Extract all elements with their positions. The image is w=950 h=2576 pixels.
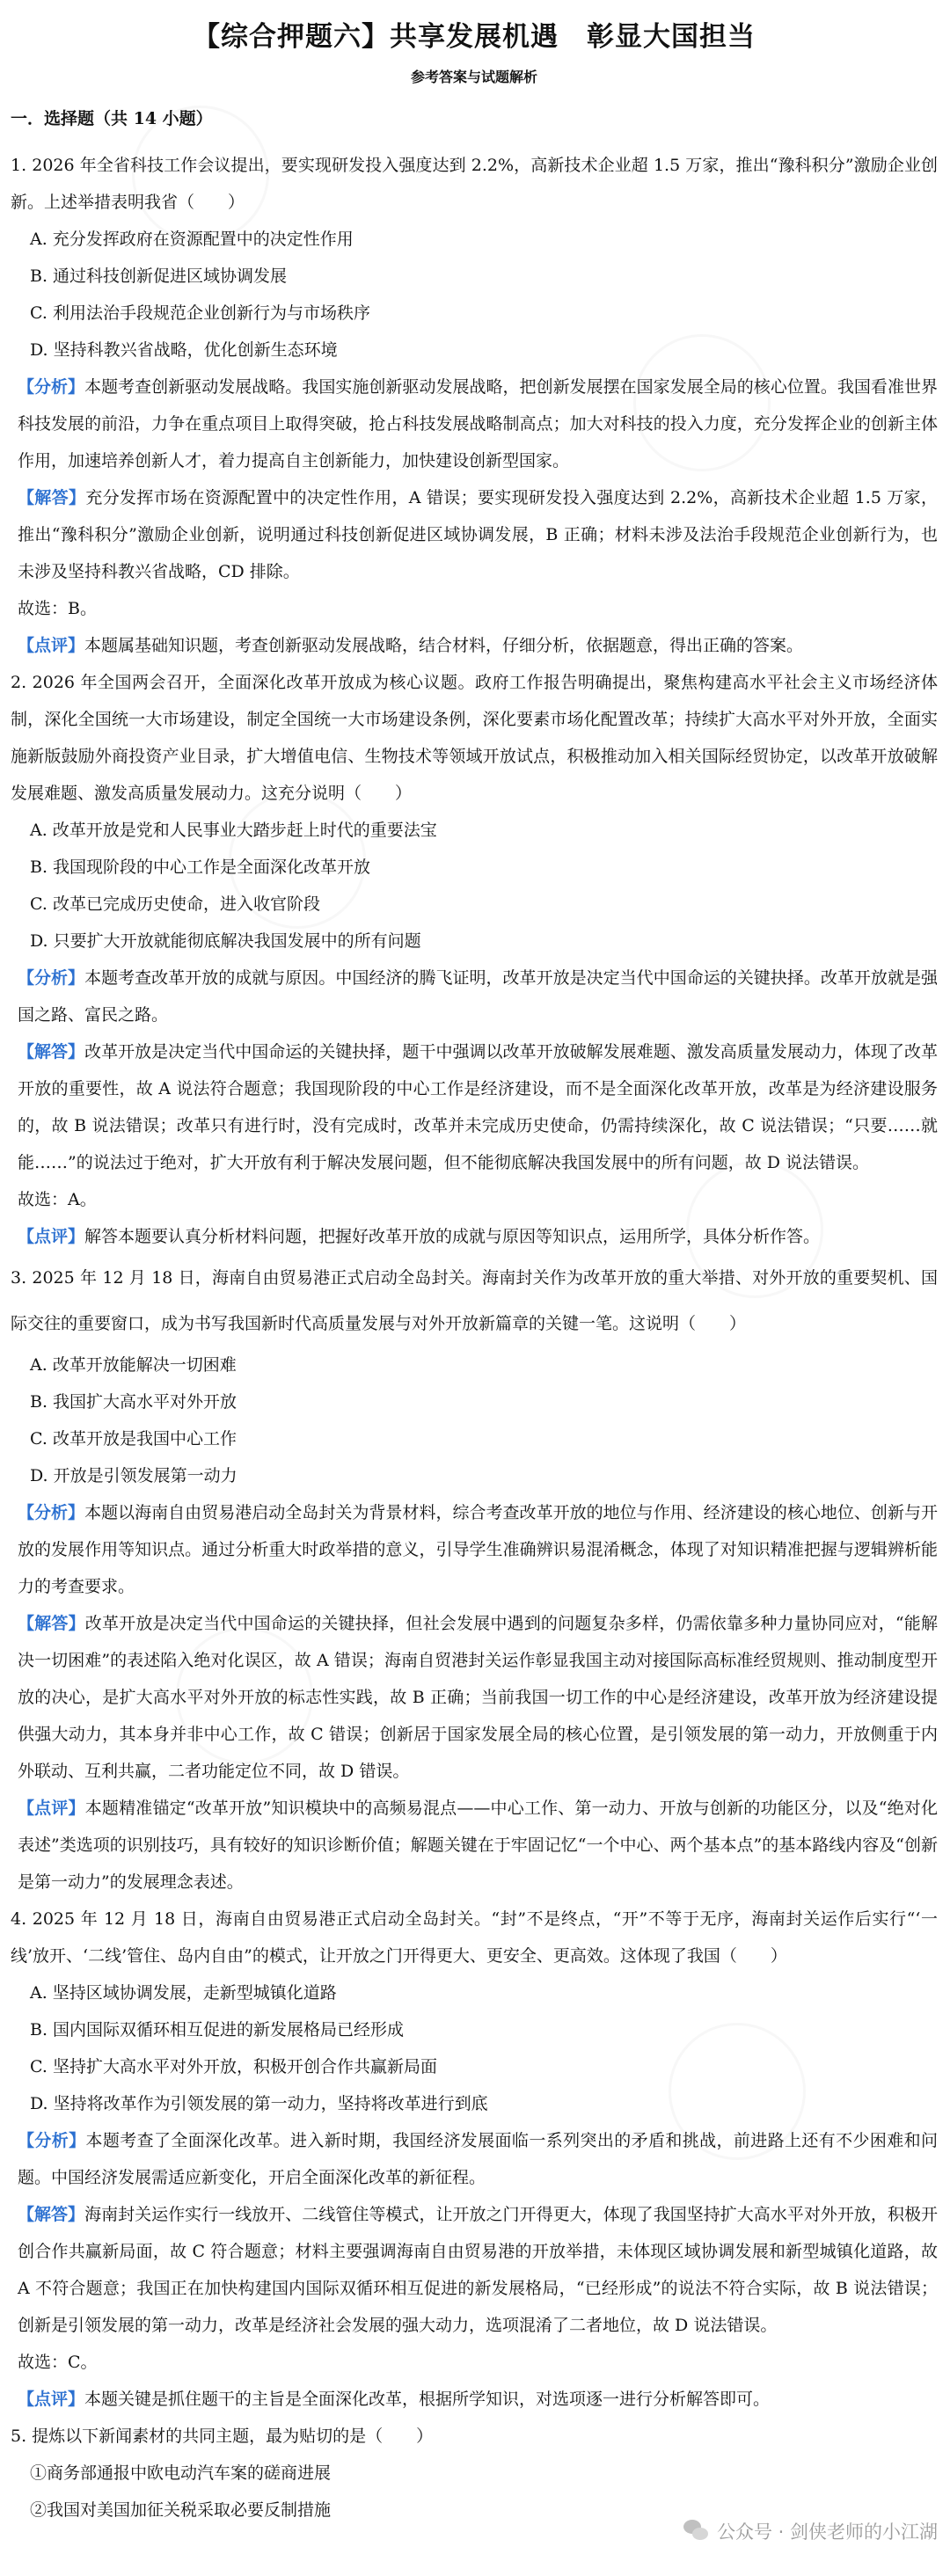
comment-paragraph: [18, 1790, 938, 1901]
analysis-text: 本题以海南自由贸易港启动全岛封关为背景材料，综合考查改革开放的地位与作用、经济建设的核心地位、创新与开放的发展作用等知识点。通过分析重大时政举措的意义，引导学生准确辨识易混淆概念，体现了对知识精准把握与逻辑辨析能力的考查要求。: [18, 1503, 938, 1596]
option-a: A. 改革开放能解决一切困难: [30, 1355, 237, 1375]
option-a: A. 坚持区域协调发展，走新型城镇化道路: [30, 1983, 337, 2003]
analysis-text: 本题考查创新驱动发展战略。我国实施创新驱动发展战略，把创新发展摆在国家发展全局的核心位置。我国看准世界科技发展的前沿，力争在重点项目上取得突破，抢占科技发展战略制高点；加大对科技的投入力度，充分发挥企业的创新主体作用，加速培养创新人才，着力提高自主创新能力，加快建设创新型国家。: [18, 377, 938, 471]
analysis-tag: 【分析】: [18, 968, 85, 988]
option-b: B. 国内国际双循环相互促进的新发展格局已经形成: [30, 2020, 405, 2040]
answer-line: 故选：C。: [18, 2353, 98, 2372]
analysis-paragraph: [18, 960, 938, 1033]
analysis-paragraph: [18, 2122, 938, 2196]
solution-tag: 【解答】: [18, 488, 86, 507]
solution-tag: 【解答】: [18, 1042, 85, 1062]
question-1: [11, 147, 938, 664]
comment-tag: 【点评】: [18, 2390, 85, 2409]
comment-tag: 【点评】: [18, 1227, 85, 1246]
answer-line: 故选：B。: [18, 599, 97, 618]
solution-tag: 【解答】: [18, 1614, 85, 1633]
option-d: D. 开放是引领发展第一动力: [30, 1466, 238, 1485]
solution-text: 海南封关运作实行一线放开、二线管住等模式，让开放之门开得更大，体现了我国坚持扩大高水平对外开放，积极开创合作共赢新局面，故 C 符合题意；材料主要强调海南自由贸易港的开放举措，未体现区域协调发展和新型城镇化道路，故 A 不符合题意；我国正在加快构建国内国际双循环相互促进的新发展格局，“已经形成”的说法不符合实际，故 B 说法错误；创新是引领发展的第一动力，改革是经济社会发展的强大动力，选项混淆了二者地位，故 D 说法错误。: [18, 2205, 938, 2335]
question-4: [11, 1901, 938, 2418]
comment-text: 本题关键是抓住题干的主旨是全面深化改革，根据所学知识，对选项逐一进行分析解答即可。: [84, 2390, 771, 2409]
page-subtitle: 参考答案与试题解析: [410, 69, 537, 85]
solution-tag: 【解答】: [18, 2205, 85, 2224]
option-b: B. 我国现阶段的中心工作是全面深化改革开放: [30, 857, 371, 877]
analysis-tag: 【分析】: [18, 377, 85, 397]
option-d: D. 只要扩大开放就能彻底解决我国发展中的所有问题: [30, 931, 421, 951]
option-c: C. 改革已完成历史使命，进入收官阶段: [30, 894, 320, 914]
solution-paragraph: [18, 479, 938, 590]
comment-text: 本题精准锚定“改革开放”知识模块中的高频易混点——中心工作、第一动力、开放与创新的功能区分，以及“绝对化表述”类选项的识别技巧，具有较好的知识诊断价值；解题关键在于牢固记忆“一个中心、两个基本点”的基本路线内容及“创新是第一动力”的发展理念表述。: [18, 1799, 938, 1892]
comment-paragraph: [18, 2381, 938, 2418]
question-stem: 3. 2025 年 12 月 18 日，海南自由贸易港正式启动全岛封关。海南封关作为改革开放的重大举措、对外开放的重要契机、国际交往的重要窗口，成为书写我国新时代高质量发展与对外开放新篇章的关键一笔。这说明（ ）: [11, 1268, 938, 1333]
solution-text: 改革开放是决定当代中国命运的关键抉择，题干中强调以改革开放破解发展难题、激发高质量发展动力，体现了改革开放的重要性，故 A 说法符合题意；我国现阶段的中心工作是经济建设，而不是全面深化改革开放，改革是为经济建设服务的，故 B 说法错误；改革只有进行时，没有完成时，改革并未完成历史使命，仍需持续深化，故 C 说法错误；“只要……就能……”的说法过于绝对，扩大开放有利于解决发展问题，但不能彻底解决我国发展中的所有问题，故 D 说法错误。: [18, 1042, 938, 1172]
question-5: [11, 2418, 938, 2529]
solution-text: 改革开放是决定当代中国命运的关键抉择，但社会发展中遇到的问题复杂多样，仍需依靠多种力量协同应对，“能解决一切困难”的表述陷入绝对化误区，故 A 错误；海南自贸港封关运作彰显我国主动对接国际高标准经贸规则、推动制度型开放的决心，是扩大高水平对外开放的标志性实践，故 B 正确；当前我国一切工作的中心是经济建设，改革开放为经济建设提供强大动力，其本身并非中心工作，故 C 错误；创新居于国家发展全局的核心位置，是引领发展的第一动力，开放侧重于内外联动、互利共赢，二者功能定位不同，故 D 错误。: [18, 1614, 938, 1781]
analysis-tag: 【分析】: [18, 2131, 86, 2150]
option-a: A. 充分发挥政府在资源配置中的决定性作用: [30, 230, 354, 249]
solution-text: 充分发挥市场在资源配置中的决定性作用，A 错误；要实现研发投入强度达到 2.2%，高新技术企业超 1.5 万家，推出“豫科积分”激励企业创新，说明通过科技创新促进区域协调发展，B 正确；材料未涉及法治手段规范企业创新行为，也未涉及坚持科教兴省战略，CD 排除。: [18, 488, 938, 581]
option-d: D. 坚持将改革作为引领发展的第一动力，坚持将改革进行到底: [30, 2094, 488, 2113]
question-stem: 5. 提炼以下新闻素材的共同主题，最为贴切的是（ ）: [11, 2426, 434, 2446]
option-b: B. 通过科技创新促进区域协调发展: [30, 266, 288, 286]
option-c: C. 改革开放是我国中心工作: [30, 1429, 237, 1449]
analysis-paragraph: [18, 369, 938, 479]
page-title: 【综合押题六】共享发展机遇 彰显大国担当: [193, 21, 756, 53]
comment-text: 本题属基础知识题，考查创新驱动发展战略，结合材料，仔细分析，依据题意，得出正确的答案。: [84, 636, 804, 655]
wechat-icon: [683, 2520, 710, 2543]
analysis-paragraph: [18, 1494, 938, 1605]
analysis-tag: 【分析】: [18, 1503, 85, 1522]
analysis-text: 本题考查改革开放的成就与原因。中国经济的腾飞证明，改革开放是决定当代中国命运的关键抉择。改革开放就是强国之路、富民之路。: [18, 968, 938, 1025]
question-stem: 2. 2026 年全国两会召开，全面深化改革开放成为核心议题。政府工作报告明确提出，聚焦构建高水平社会主义市场经济体制，深化全国统一大市场建设，制定全国统一大市场建设条例，深化要素市场化配置改革；持续扩大高水平对外开放，全面实施新版鼓励外商投资产业目录，扩大增值电信、生物技术等领域开放试点，积极推动加入相关国际经贸协定，以改革开放破解发展难题、激发高质量发展动力。这充分说明（ ）: [11, 673, 938, 803]
option-c: C. 坚持扩大高水平对外开放，积极开创合作共赢新局面: [30, 2057, 437, 2076]
news-item-1: ①商务部通报中欧电动汽车案的磋商进展: [30, 2463, 332, 2483]
option-a: A. 改革开放是党和人民事业大踏步赶上时代的重要法宝: [30, 821, 437, 840]
option-c: C. 利用法治手段规范企业创新行为与市场秩序: [30, 303, 370, 323]
solution-paragraph: [18, 2196, 938, 2344]
option-b: B. 我国扩大高水平对外开放: [30, 1392, 238, 1412]
comment-paragraph: [18, 627, 938, 664]
solution-paragraph: [18, 1605, 938, 1790]
analysis-text: 本题考查了全面深化改革。进入新时期，我国经济发展面临一系列突出的矛盾和挑战，前进路上还有不少困难和问题。中国经济发展需适应新变化，开启全面深化改革的新征程。: [18, 2131, 938, 2187]
news-item-2: ②我国对美国加征关税采取必要反制措施: [30, 2500, 332, 2520]
question-stem: 4. 2025 年 12 月 18 日，海南自由贸易港正式启动全岛封关。“封”不是终点，“开”不等于无序，海南封关运作后实行“‘一线’放开、‘二线’管住、岛内自由”的模式，让开放之门开得更大、更安全、更高效。这体现了我国（ ）: [11, 1909, 938, 1966]
comment-paragraph: [18, 1218, 938, 1255]
question-3: [11, 1255, 938, 1901]
comment-tag: 【点评】: [18, 636, 85, 655]
comment-text: 解答本题要认真分析材料问题，把握好改革开放的成就与原因等知识点，运用所学，具体分析作答。: [84, 1227, 821, 1246]
comment-tag: 【点评】: [18, 1799, 85, 1818]
section-heading: 一．选择题（共 14 小题）: [11, 109, 213, 128]
option-d: D. 坚持科教兴省战略，优化创新生态环境: [30, 340, 338, 360]
question-stem: 1. 2026 年全省科技工作会议提出，要实现研发投入强度达到 2.2%，高新技术企业超 1.5 万家，推出“豫科积分”激励企业创新。上述举措表明我省（ ）: [11, 156, 938, 212]
answer-line: 故选：A。: [18, 1190, 97, 1209]
solution-paragraph: [18, 1033, 938, 1181]
footer-credit: [683, 2518, 938, 2544]
footer-text: 公众号 · 剑侠老师的小江湖: [716, 2521, 938, 2543]
question-2: [11, 664, 938, 1255]
